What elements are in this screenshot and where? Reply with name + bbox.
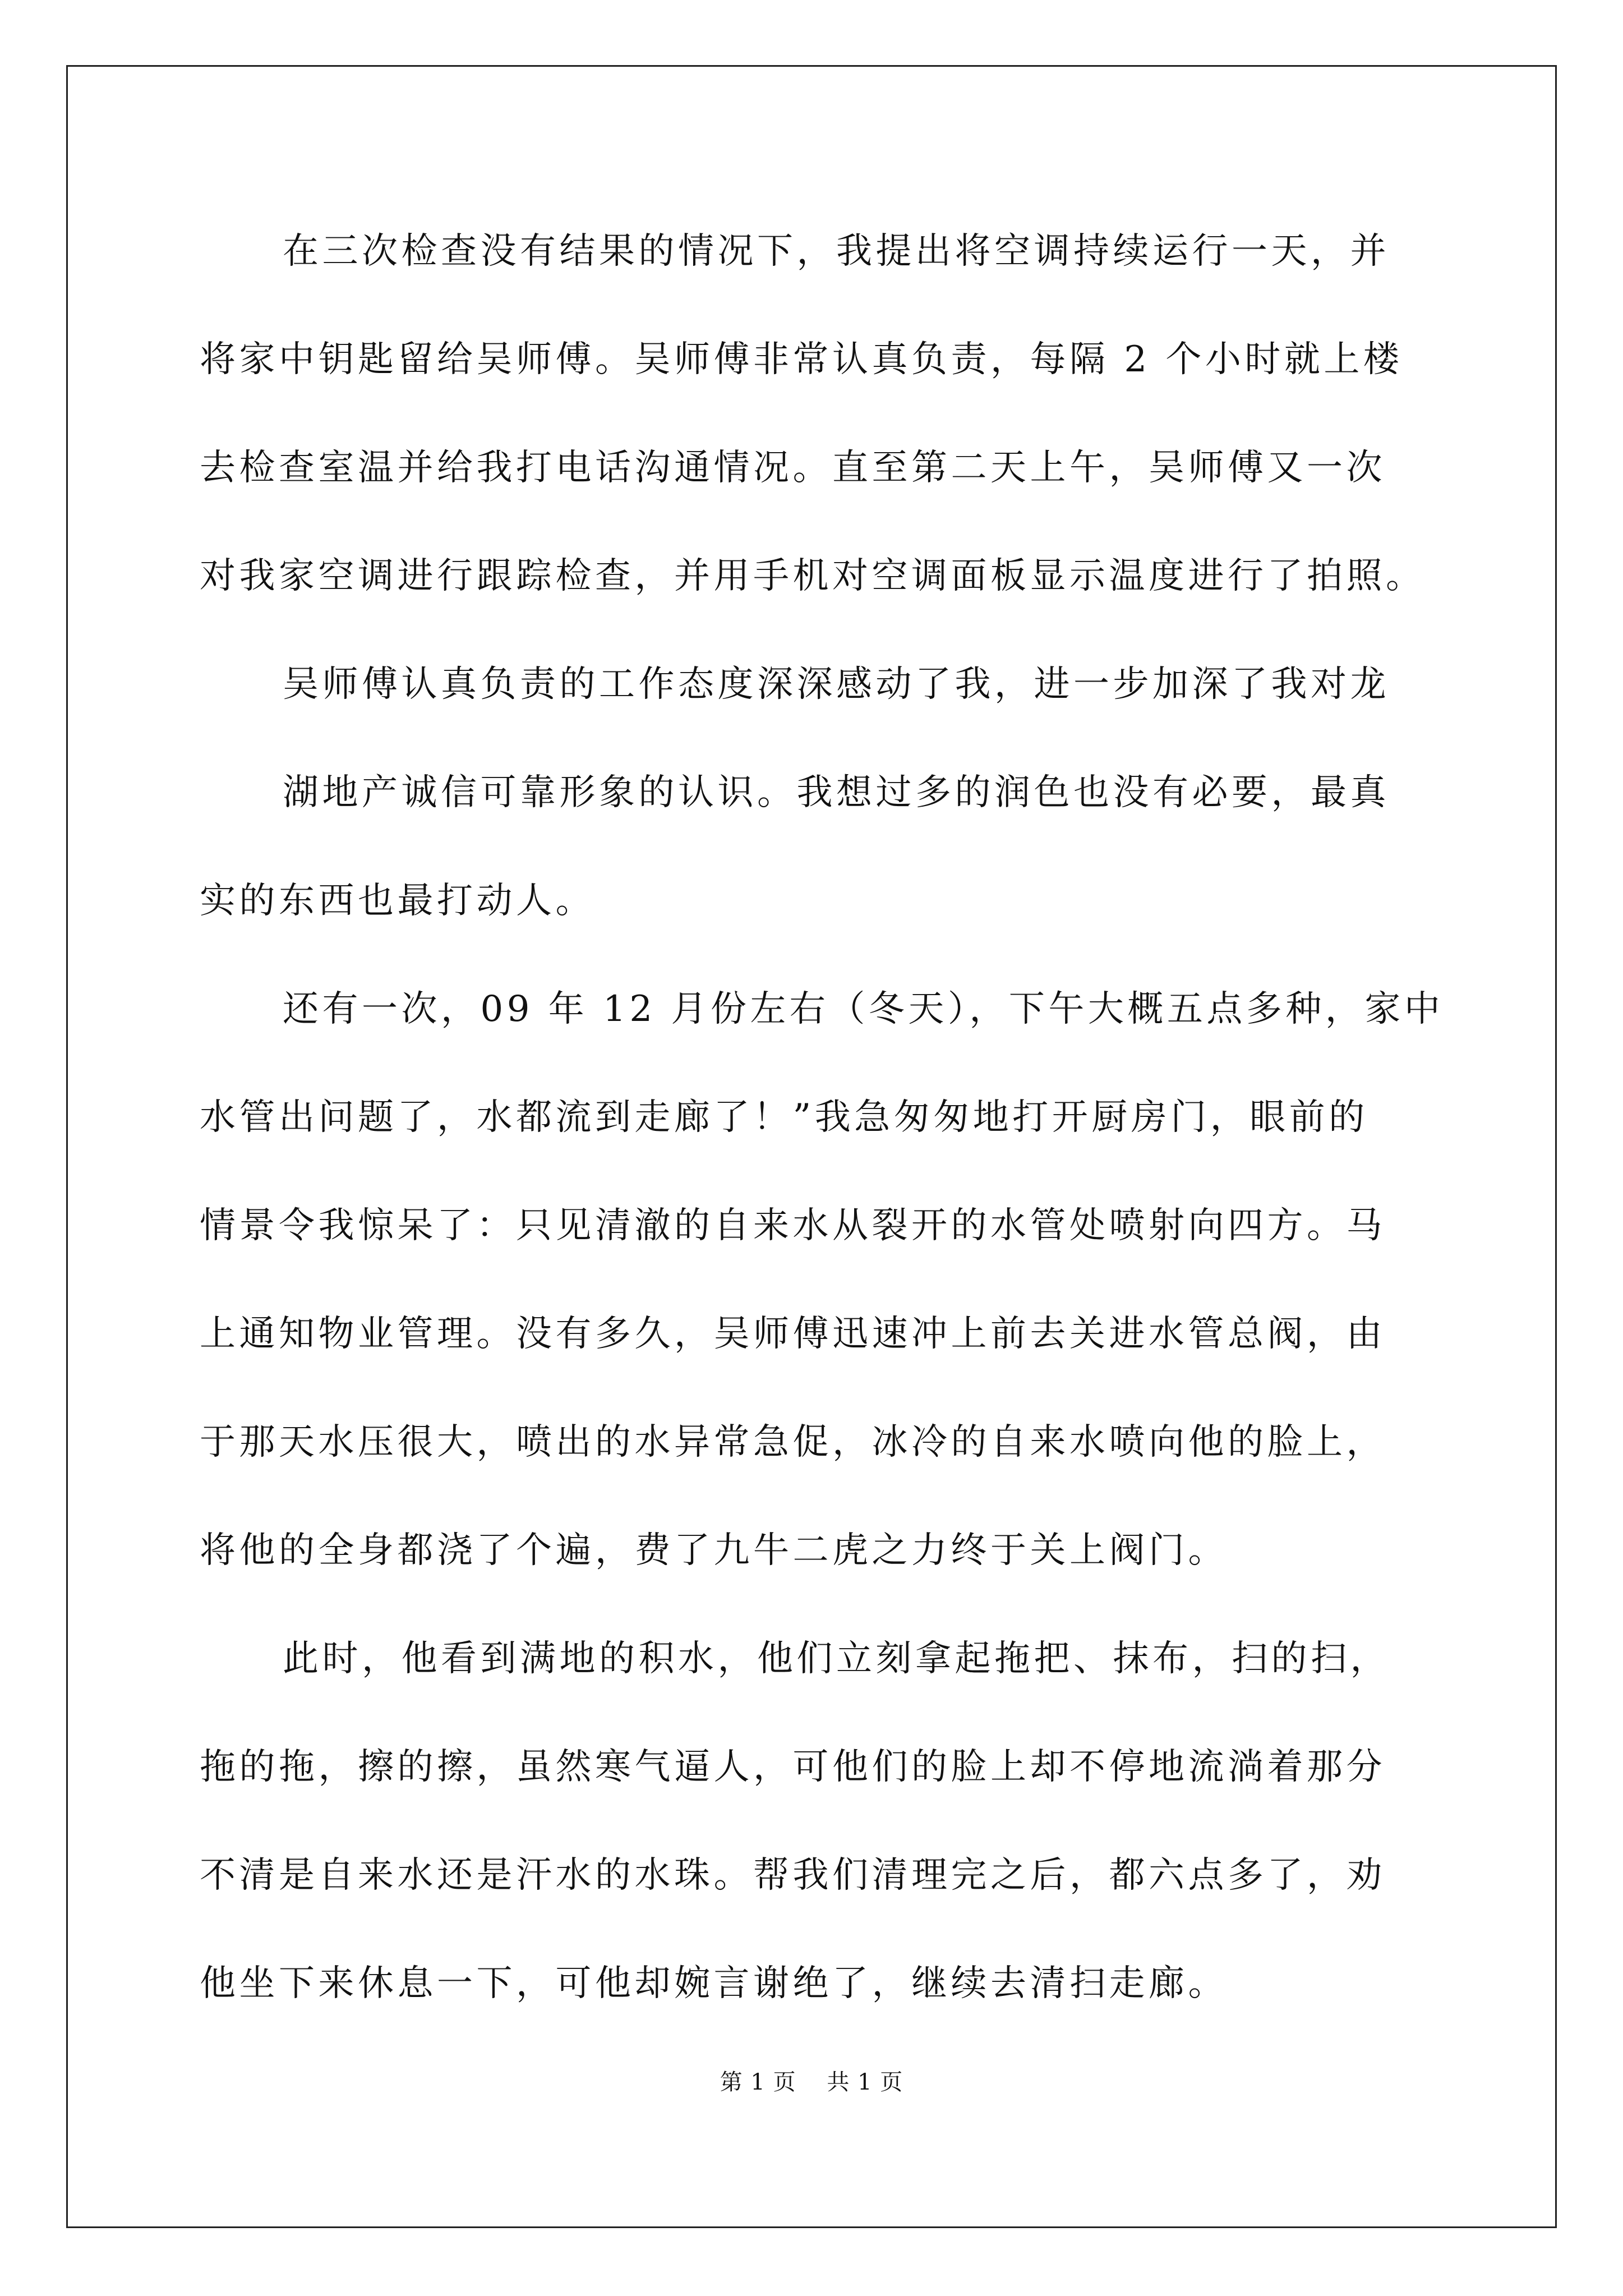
text-line: 不清是自来水还是汗水的水珠。帮我们清理完之后，都六点多了，劝 (200, 1855, 1386, 1896)
text-line: 去检查室温并给我打电话沟通情况。直至第二天上午，吴师傅又一次 (200, 447, 1386, 489)
text-line: 将家中钥匙留给吴师傅。吴师傅非常认真负责，每隔 2 个小时就上楼 (200, 339, 1403, 380)
text-line: 实的东西也最打动人。 (200, 880, 595, 922)
text-line: 对我家空调进行跟踪检查，并用手机对空调面板显示温度进行了拍照。 (200, 555, 1426, 597)
text-line: 水管出问题了，水都流到走廊了！”我急匆匆地打开厨房门，眼前的 (200, 1097, 1368, 1138)
paragraph (200, 1625, 1422, 2058)
text-line: 吴师傅认真负责的工作态度深深感动了我，进一步加深了我对龙 (283, 664, 1390, 705)
text-line: 拖的拖，擦的擦，虽然寒气逼人，可他们的脸上却不停地流淌着那分 (200, 1746, 1386, 1788)
text-line: 情景令我惊呆了：只见清澈的自来水从裂开的水管处喷射向四方。马 (200, 1205, 1386, 1246)
text-line: 上通知物业管理。没有多久，吴师傅迅速冲上前去关进水管总阀，由 (200, 1313, 1386, 1355)
text-line: 于那天水压很大，喷出的水异常急促，冰冷的自来水喷向他的脸上， (200, 1421, 1386, 1463)
text-line: 此时，他看到满地的积水，他们立刻拿起拖把、抹布，扫的扫， (283, 1638, 1390, 1680)
paragraph (200, 218, 1426, 651)
paragraph (200, 759, 1422, 976)
text-line: 还有一次，09 年 12 月份左右（冬天），下午大概五点多种，家中 (283, 988, 1444, 1030)
document-body (200, 218, 1444, 2058)
paragraph (200, 976, 1444, 1625)
paragraph (200, 651, 1422, 759)
text-line: 湖地产诚信可靠形象的认识。我想过多的润色也没有必要，最真 (283, 772, 1390, 813)
text-line: 他坐下来休息一下，可他却婉言谢绝了，继续去清扫走廊。 (200, 1963, 1228, 2004)
page-footer: 第 1 页 共 1 页 (720, 2069, 903, 2095)
text-line: 在三次检查没有结果的情况下，我提出将空调持续运行一天，并 (283, 231, 1390, 272)
text-line: 将他的全身都浇了个遍，费了九牛二虎之力终于关上阀门。 (200, 1530, 1228, 1571)
